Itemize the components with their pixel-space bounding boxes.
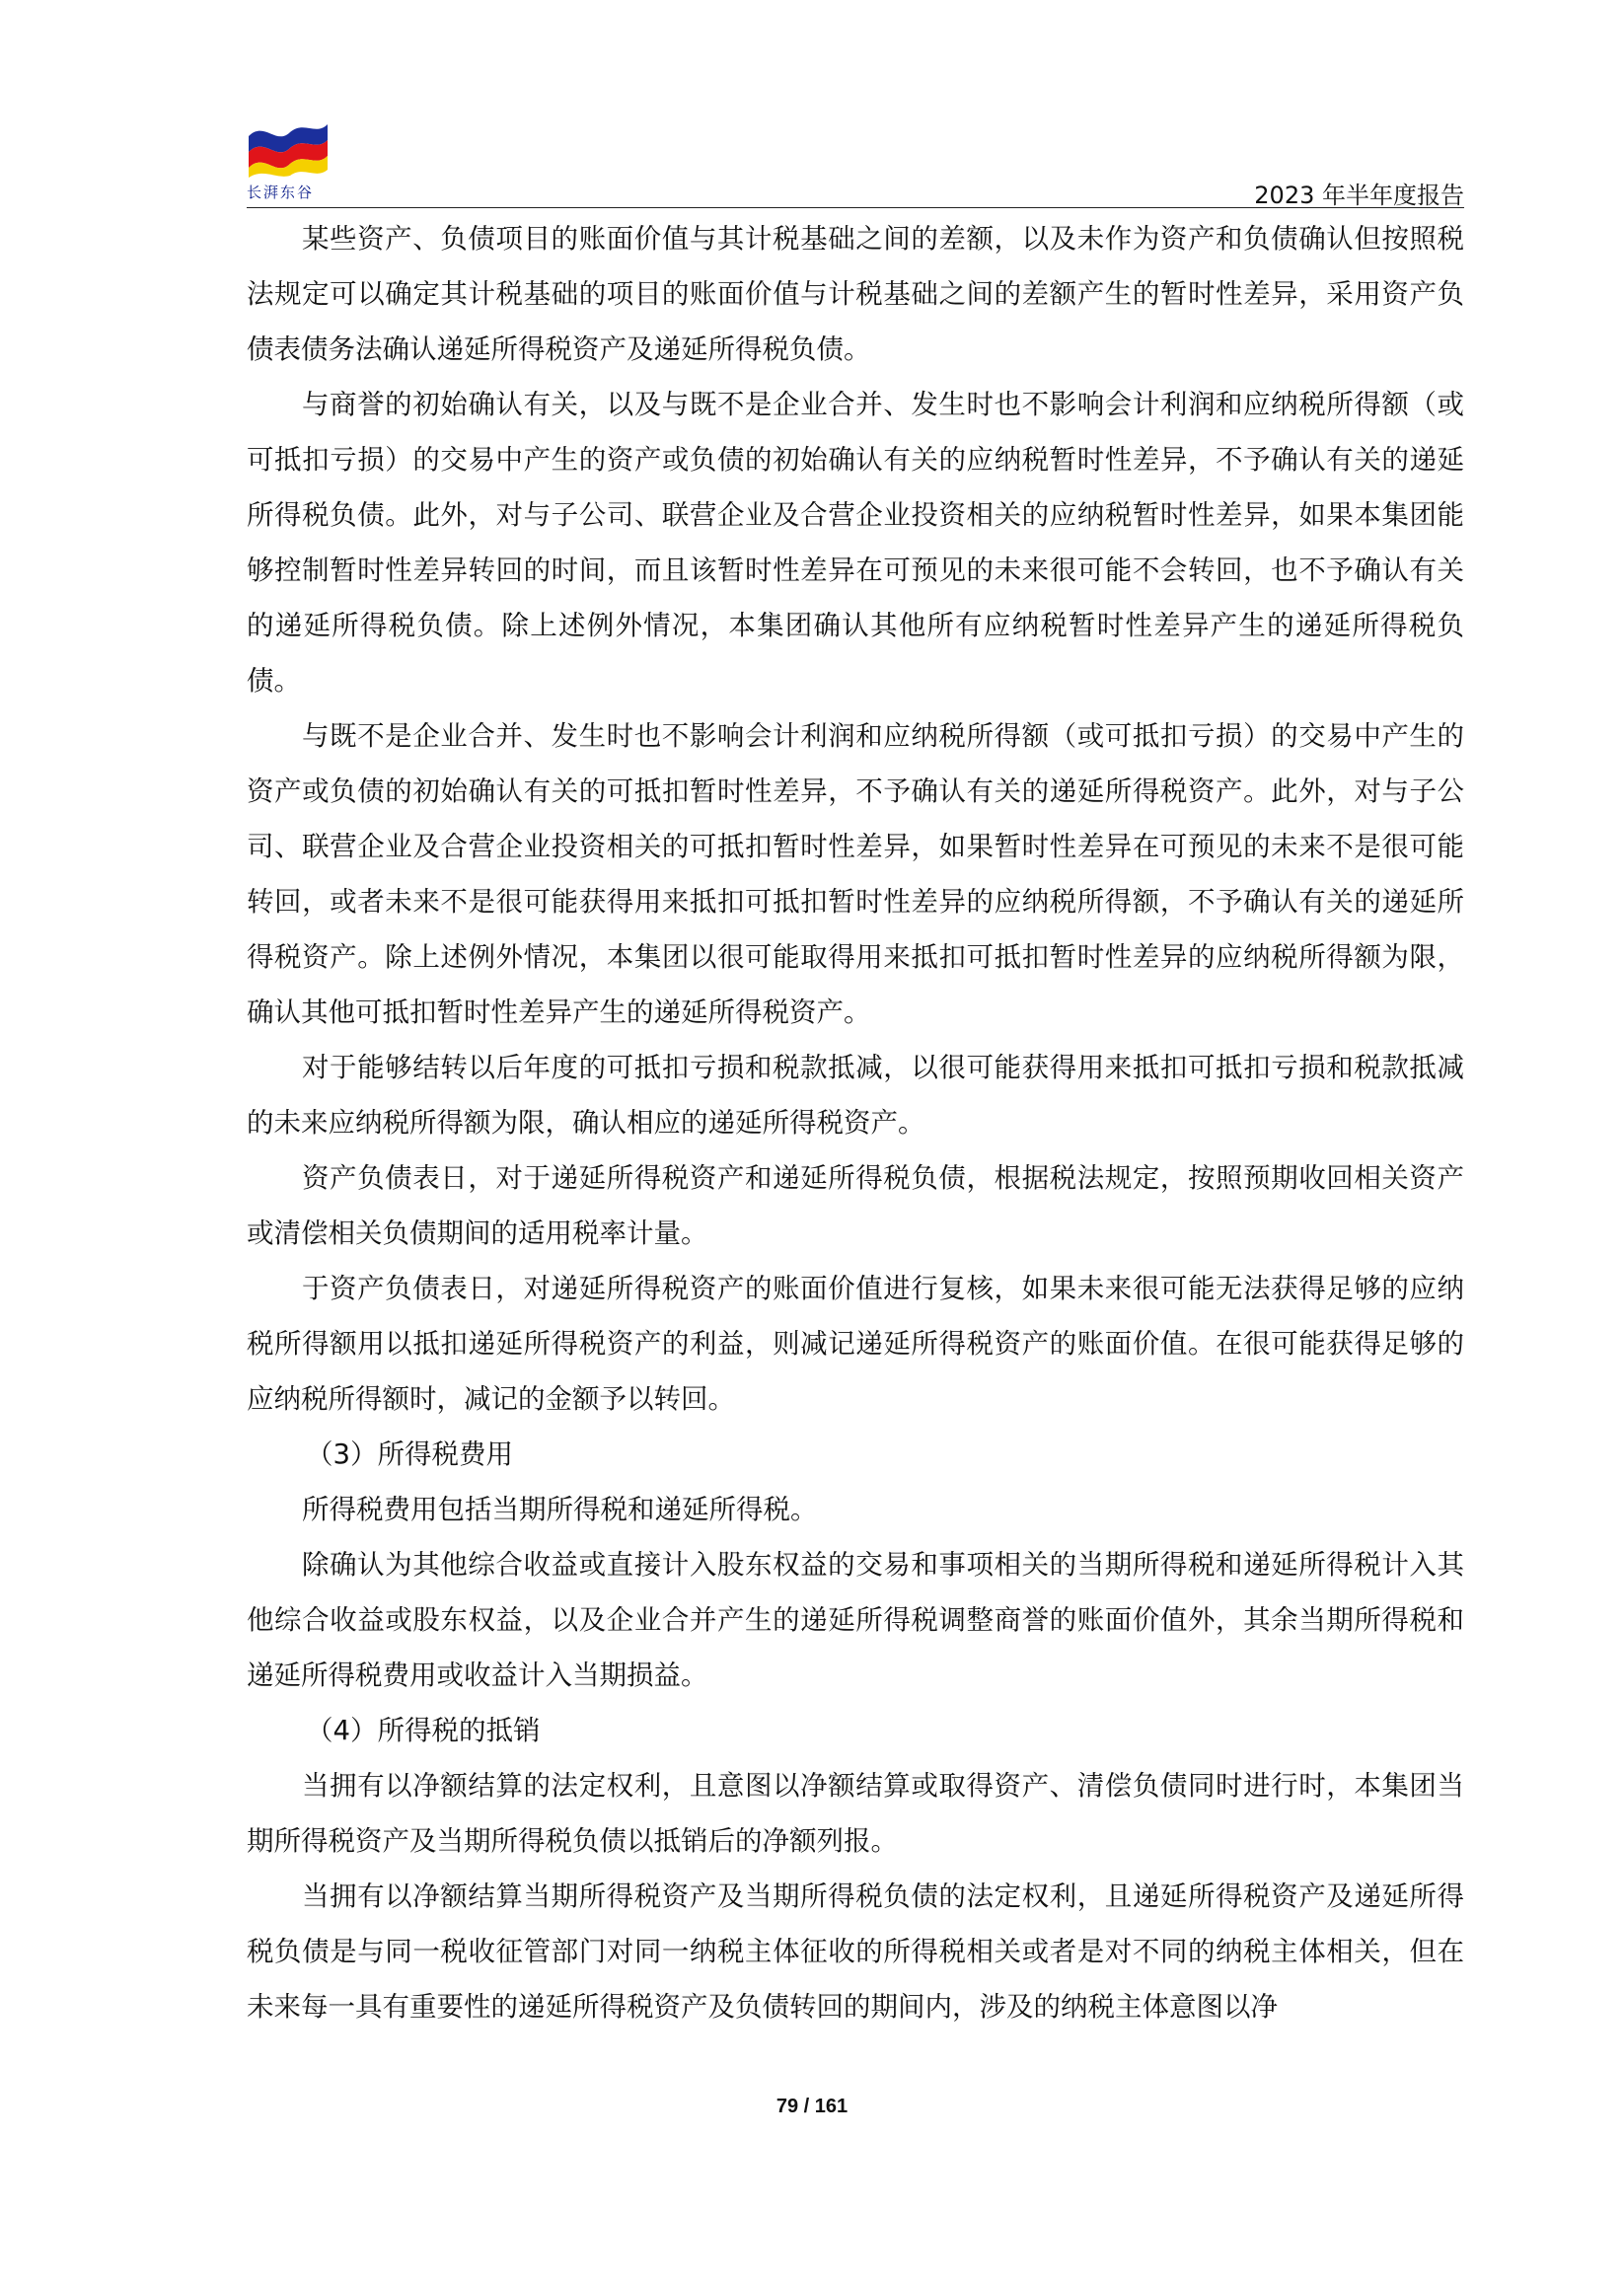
logo-text: 长湃东谷 xyxy=(247,184,315,201)
section-heading-tax-offset: （4）所得税的抵销 xyxy=(306,1715,541,1746)
paragraph-tax-recognition: 除确认为其他综合收益或直接计入股东权益的交易和事项相关的当期所得税和递延所得税计入其他综合收益或股东权益，以及企业合并产生的递延所得税调整商誉的账面价值外，其余当期所得税和递延所得税费用或收益计入当期损益。 xyxy=(247,1549,1464,1691)
paragraph-taxable-difference: 与商誉的初始确认有关，以及与既不是企业合并、发生时也不影响会计利润和应纳税所得额（或可抵扣亏损）的交易中产生的资产或负债的初始确认有关的应纳税暂时性差异，不予确认有关的递延所得税负债。此外，对与子公司、联营企业及合营企业投资相关的应纳税暂时性差异，如果本集团能够控制暂时性差异转回的时间，而且该暂时性差异在可预见的未来很可能不会转回，也不予确认有关的递延所得税负债。除上述例外情况，本集团确认其他所有应纳税暂时性差异产生的递延所得税负债。 xyxy=(247,389,1464,697)
paragraph-loss-carryforward: 对于能够结转以后年度的可抵扣亏损和税款抵减，以很可能获得用来抵扣可抵扣亏损和税款抵减的未来应纳税所得额为限，确认相应的递延所得税资产。 xyxy=(247,1052,1464,1139)
document-body xyxy=(247,211,1464,2034)
paragraph-tax-rate: 资产负债表日，对于递延所得税资产和递延所得税负债，根据税法规定，按照预期收回相关资产或清偿相关负债期间的适用税率计量。 xyxy=(247,1162,1464,1249)
paragraph-tax-expense: 所得税费用包括当期所得税和递延所得税。 xyxy=(302,1494,818,1525)
page-header xyxy=(247,116,1464,207)
paragraph-current-tax-offset: 当拥有以净额结算的法定权利，且意图以净额结算或取得资产、清偿负债同时进行时，本集团当期所得税资产及当期所得税负债以抵销后的净额列报。 xyxy=(247,1770,1464,1857)
paragraph-temporary-difference: 某些资产、负债项目的账面价值与其计税基础之间的差额，以及未作为资产和负债确认但按照税法规定可以确定其计税基础的项目的账面价值与计税基础之间的差额产生的暂时性差异，采用资产负债表债务法确认递延所得税资产及递延所得税负债。 xyxy=(247,223,1464,365)
page-number: 79 / 161 xyxy=(775,2096,849,2117)
wave-flag-icon xyxy=(247,116,330,180)
company-logo xyxy=(247,116,330,207)
section-heading-income-tax-expense: （3）所得税费用 xyxy=(306,1438,513,1470)
paragraph-deferred-tax-offset: 当拥有以净额结算当期所得税资产及当期所得税负债的法定权利，且递延所得税资产及递延所得税负债是与同一税收征管部门对同一纳税主体征收的所得税相关或者是对不同的纳税主体相关，但在未来每一具有重要性的递延所得税资产及负债转回的期间内，涉及的纳税主体意图以净 xyxy=(247,1880,1464,2023)
report-title: 2023 年半年度报告 xyxy=(1254,182,1464,209)
paragraph-deductible-difference: 与既不是企业合并、发生时也不影响会计利润和应纳税所得额（或可抵扣亏损）的交易中产生的资产或负债的初始确认有关的可抵扣暂时性差异，不予确认有关的递延所得税资产。此外，对与子公司、联营企业及合营企业投资相关的可抵扣暂时性差异，如果暂时性差异在可预见的未来不是很可能转回，或者未来不是很可能获得用来抵扣可抵扣暂时性差异的应纳税所得额，不予确认有关的递延所得税资产。除上述例外情况，本集团以很可能取得用来抵扣可抵扣暂时性差异的应纳税所得额为限，确认其他可抵扣暂时性差异产生的递延所得税资产。 xyxy=(247,720,1464,1028)
paragraph-review: 于资产负债表日，对递延所得税资产的账面价值进行复核，如果未来很可能无法获得足够的应纳税所得额用以抵扣递延所得税资产的利益，则减记递延所得税资产的账面价值。在很可能获得足够的应纳税所得额时，减记的金额予以转回。 xyxy=(247,1273,1464,1415)
header-divider xyxy=(247,207,1464,208)
